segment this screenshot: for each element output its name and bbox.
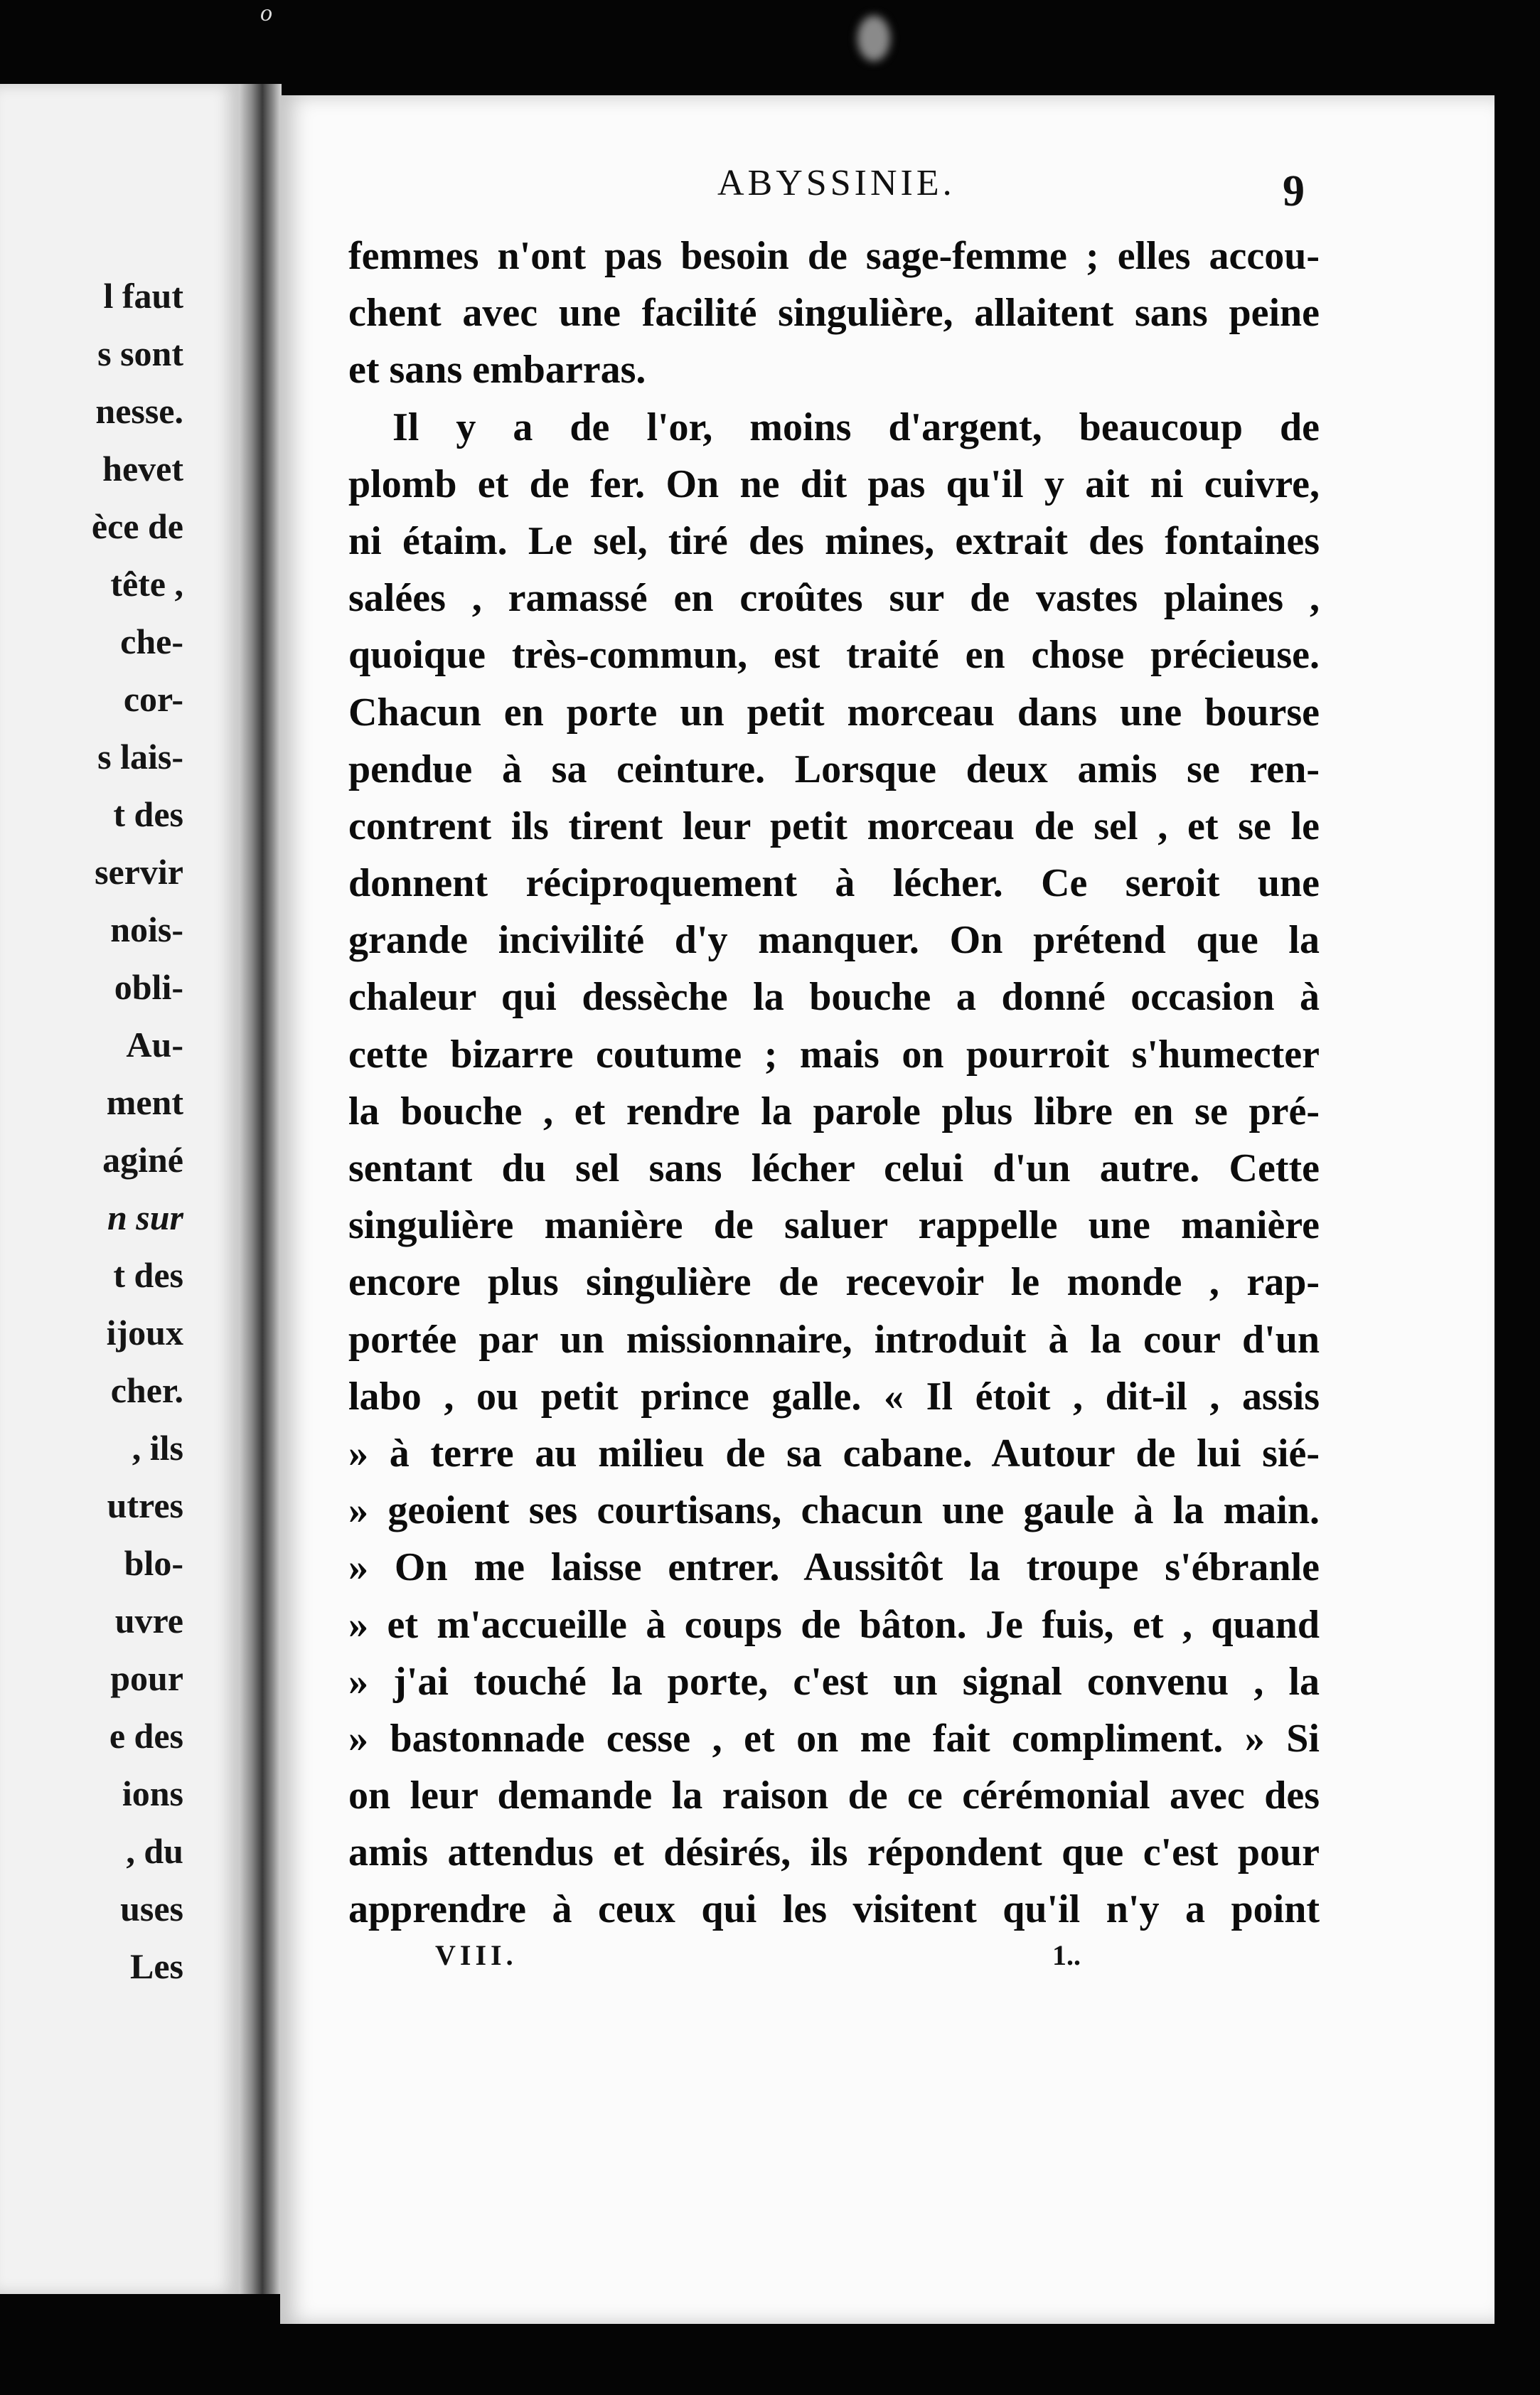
text-line: donnent réciproquement à lécher. Ce seroit une xyxy=(348,861,1320,906)
text-line: cette bizarre coutume ; mais on pourroit s'humecter xyxy=(348,1032,1320,1077)
text-line: apprendre à ceux qui les visitent qu'il n'y a point xyxy=(348,1887,1320,1932)
book-spine xyxy=(239,84,282,2294)
left-fragment-line: uvre xyxy=(114,1601,183,1641)
text-line: chaleur qui dessèche la bouche a donné occasion à xyxy=(348,975,1320,1020)
text-line: labo , ou petit prince galle. « Il étoit , dit-il , assis xyxy=(348,1374,1320,1419)
left-fragment-line: n sur xyxy=(107,1198,183,1237)
page-footer xyxy=(280,1938,1494,1981)
left-fragment-line: ijoux xyxy=(106,1313,183,1353)
page-number: 9 xyxy=(1283,167,1305,215)
text-line: » et m'accueille à coups de bâton. Je fuis, et , quand xyxy=(348,1602,1320,1647)
text-line: pendue à sa ceinture. Lorsque deux amis se ren- xyxy=(348,747,1320,791)
left-fragment-line: e des xyxy=(109,1716,183,1756)
left-fragment-line: ment xyxy=(106,1082,183,1122)
text-line: salées , ramassé en croûtes sur de vastes plaines , xyxy=(348,576,1320,621)
left-fragment-line: cher. xyxy=(110,1370,183,1410)
left-fragment-line: che- xyxy=(120,622,183,661)
text-line: » à terre au milieu de sa cabane. Autour de lui sié- xyxy=(348,1431,1320,1476)
running-title: ABYSSINIE. xyxy=(717,163,956,203)
text-line: chent avec une facilité singulière, allaitent sans peine xyxy=(348,291,1320,336)
text-line: grande incivilité d'y manquer. On prétend que la xyxy=(348,918,1320,963)
left-fragment-line: s sont xyxy=(97,334,183,373)
signature-number: 1.. xyxy=(1052,1939,1081,1971)
left-fragment-line: obli- xyxy=(114,967,183,1007)
left-fragment-line: tête , xyxy=(110,564,183,604)
right-page xyxy=(280,95,1494,2324)
text-line: Il y a de l'or, moins d'argent, beaucoup de xyxy=(392,405,1320,449)
left-fragment-line: cor- xyxy=(123,679,183,719)
top-margin-mark: o xyxy=(260,0,272,26)
left-fragment-line: , ils xyxy=(132,1428,183,1468)
text-line: on leur demande la raison de ce cérémonial avec des xyxy=(348,1773,1320,1818)
text-line: la bouche , et rendre la parole plus libre en se pré- xyxy=(348,1089,1320,1134)
text-line: singulière manière de saluer rappelle une manière xyxy=(348,1203,1320,1248)
left-fragment-line: , du xyxy=(126,1831,183,1871)
text-line: et sans embarras. xyxy=(348,348,646,393)
left-page xyxy=(0,84,239,2294)
text-line: plomb et de fer. On ne dit pas qu'il y ait ni cuivre, xyxy=(348,462,1320,506)
text-line: amis attendus et désirés, ils répondent que c'est pour xyxy=(348,1830,1320,1875)
text-line: » On me laisse entrer. Aussitôt la troupe s'ébranle xyxy=(348,1545,1320,1590)
left-fragment-line: s lais- xyxy=(97,737,183,777)
left-fragment-line: hevet xyxy=(102,449,183,489)
left-fragment-line: servir xyxy=(95,852,183,892)
left-fragment-line: t des xyxy=(113,794,183,834)
text-line: » bastonnade cesse , et on me fait compliment. » Si xyxy=(348,1716,1320,1761)
left-fragment-line: Au- xyxy=(126,1025,183,1065)
left-fragment-line: blo- xyxy=(124,1543,183,1583)
scan-smudge xyxy=(857,16,890,61)
left-fragment-line: Les xyxy=(130,1946,183,1986)
text-line: » geoient ses courtisans, chacun une gaule à la main. xyxy=(348,1488,1320,1533)
left-page-fragments xyxy=(92,267,183,1995)
left-fragment-line: pour xyxy=(110,1658,183,1698)
text-line: ni étaim. Le sel, tiré des mines, extrait des fontaines xyxy=(348,518,1320,563)
text-line: » j'ai touché la porte, c'est un signal convenu , la xyxy=(348,1659,1320,1704)
left-fragment-line: uses xyxy=(120,1889,183,1929)
text-line: quoique très-commun, est traité en chose précieuse. xyxy=(348,633,1320,678)
text-line: femmes n'ont pas besoin de sage-femme ; elles accou- xyxy=(348,234,1320,278)
text-line: sentant du sel sans lécher celui d'un autre. Cette xyxy=(348,1146,1320,1190)
text-line: contrent ils tirent leur petit morceau de sel , et se le xyxy=(348,804,1320,848)
left-fragment-line: nois- xyxy=(110,910,183,949)
left-fragment-line: ions xyxy=(122,1773,183,1813)
left-fragment-line: t des xyxy=(113,1255,183,1295)
left-fragment-line: aginé xyxy=(102,1140,183,1180)
left-fragment-line: l faut xyxy=(103,276,183,316)
left-fragment-line: nesse. xyxy=(95,391,183,431)
signature-mark: VIII. xyxy=(435,1939,518,1971)
body-text xyxy=(348,228,1320,1938)
text-line: portée par un missionnaire, introduit à la cour d'un xyxy=(348,1317,1320,1362)
left-fragment-line: èce de xyxy=(91,506,183,546)
left-fragment-line: utres xyxy=(107,1485,183,1525)
page-header xyxy=(280,162,1494,215)
text-line: Chacun en porte un petit morceau dans une bourse xyxy=(348,690,1320,735)
text-line: encore plus singulière de recevoir le monde , rap- xyxy=(348,1260,1320,1305)
